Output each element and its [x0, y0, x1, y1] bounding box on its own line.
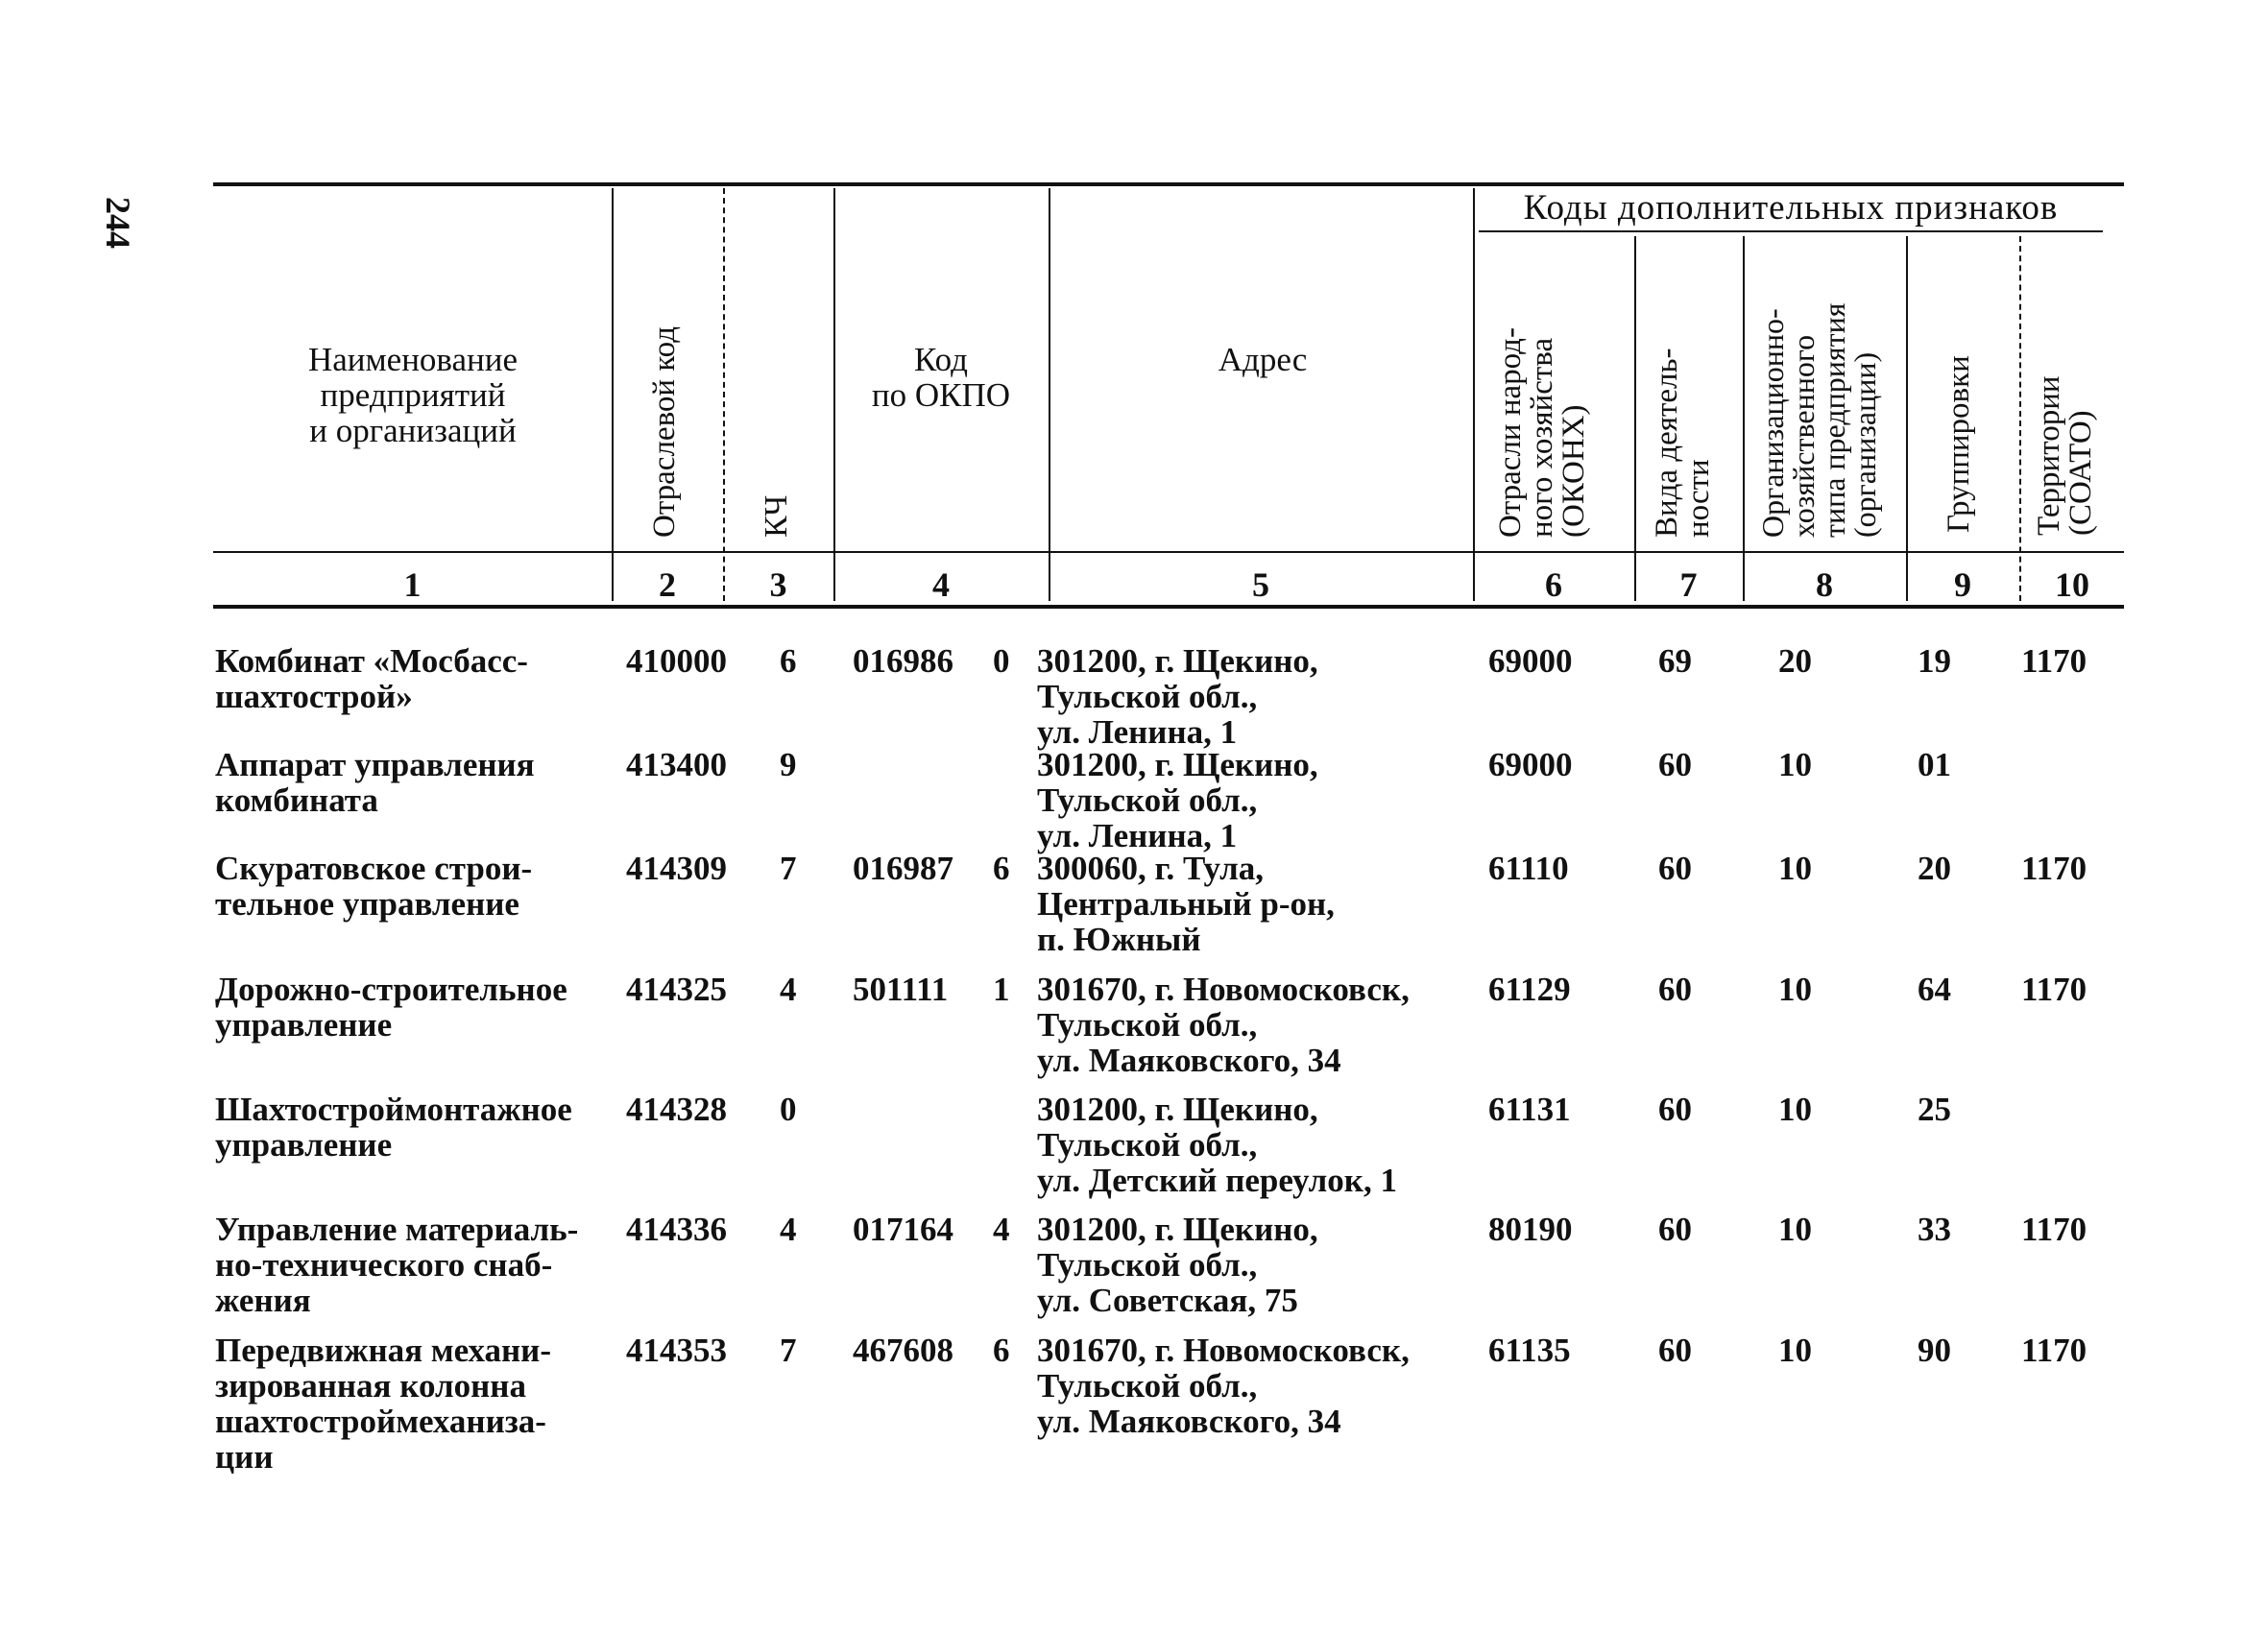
col-number-1: 1 [403, 565, 422, 604]
cell-address: 301200, г. Щекино, Тульской обл., ул. Ленина, 1 [1037, 642, 1318, 751]
header-branch-code: Отраслевой код [647, 325, 682, 538]
col-divider-3 [833, 188, 835, 601]
cell-kch: 4 [780, 971, 797, 1008]
page-number: 244 [99, 197, 137, 249]
cell-grouping: 25 [1918, 1091, 1951, 1128]
cell-territory: 1170 [2021, 1332, 2087, 1369]
cell-kch: 0 [780, 1091, 797, 1128]
header-okpo: Код по ОКПО [871, 341, 1011, 414]
cell-activity: 60 [1658, 1332, 1692, 1369]
col-number-5: 5 [1252, 565, 1269, 604]
cell-org-type: 10 [1778, 1091, 1812, 1128]
cell-grouping: 01 [1918, 746, 1951, 783]
col-number-8: 8 [1816, 565, 1833, 604]
cell-activity: 60 [1658, 850, 1692, 887]
cell-activity: 60 [1658, 746, 1692, 783]
cell-org-type: 10 [1778, 850, 1812, 887]
header-territory: Территории (СОАТО) [2032, 375, 2098, 536]
cell-grouping: 64 [1918, 971, 1951, 1008]
header-bottom-rule [213, 551, 2124, 553]
header-name: Наименование предприятий и организаций [307, 341, 519, 449]
col-divider-6 [1634, 236, 1636, 601]
cell-okonh: 61131 [1488, 1091, 1571, 1128]
cell-address: 301200, г. Щекино, Тульской обл., ул. Ленина, 1 [1037, 746, 1318, 854]
cell-grouping: 20 [1918, 850, 1951, 887]
cell-okonh: 61135 [1488, 1332, 1571, 1369]
cell-territory: 1170 [2021, 971, 2087, 1008]
cell-okpo: 467608 [853, 1332, 953, 1369]
cell-okpo-check: 1 [993, 971, 1010, 1008]
cell-org-type: 10 [1778, 971, 1812, 1008]
cell-branch-code: 414325 [626, 971, 727, 1008]
cell-address: 301670, г. Новомосковск, Тульской обл., ул. Маяковского, 34 [1037, 1332, 1410, 1440]
cell-org-type: 10 [1778, 1211, 1812, 1248]
cell-kch: 6 [780, 642, 797, 680]
super-header: Коды дополнительных признаков [1523, 188, 2059, 228]
cell-kch: 7 [780, 1332, 797, 1369]
cell-org-type: 20 [1778, 642, 1812, 680]
cell-branch-code: 413400 [626, 746, 727, 783]
cell-address: 301200, г. Щекино, Тульской обл., ул. Советская, 75 [1037, 1211, 1318, 1319]
header-org-type: Организационно- хозяйственного типа предприятия (организации) [1755, 302, 1882, 538]
cell-territory: 1170 [2021, 1211, 2087, 1248]
cell-address: 300060, г. Тула, Центральный р-он, п. Южный [1037, 850, 1335, 958]
cell-kch: 9 [780, 746, 797, 783]
cell-address: 301670, г. Новомосковск, Тульской обл., ул. Маяковского, 34 [1037, 971, 1410, 1079]
cell-okpo: 017164 [853, 1211, 953, 1248]
super-header-rule [1479, 230, 2103, 232]
cell-okonh: 61129 [1488, 971, 1571, 1008]
cell-activity: 60 [1658, 1091, 1692, 1128]
header-okonh: Отрасли народ- ного хозяйства (ОКОНХ) [1493, 327, 1591, 538]
cell-branch-code: 414328 [626, 1091, 727, 1128]
cell-grouping: 90 [1918, 1332, 1951, 1369]
header-kch: КЧ [759, 494, 794, 538]
col-divider-5 [1473, 188, 1475, 601]
cell-territory: 1170 [2021, 642, 2087, 680]
cell-name: Управление материаль- но-технического снаб- жения [215, 1211, 579, 1319]
cell-grouping: 19 [1918, 642, 1951, 680]
cell-branch-code: 410000 [626, 642, 727, 680]
col-number-9: 9 [1954, 565, 1971, 604]
cell-okpo: 016987 [853, 850, 953, 887]
header-address: Адрес [1218, 341, 1308, 378]
cell-okpo: 501111 [853, 971, 949, 1008]
cell-okpo-check: 6 [993, 850, 1010, 887]
col-number-6: 6 [1545, 565, 1562, 604]
header-grouping: Группировки [1942, 355, 1976, 533]
cell-okonh: 69000 [1488, 746, 1573, 783]
col-divider-2 [723, 188, 725, 601]
col-divider-7 [1743, 236, 1745, 601]
cell-org-type: 10 [1778, 1332, 1812, 1369]
cell-name: Передвижная механи- зированная колонна шахтостроймеханиза- ции [215, 1332, 551, 1476]
cell-address: 301200, г. Щекино, Тульской обл., ул. Детский переулок, 1 [1037, 1091, 1397, 1199]
col-number-7: 7 [1679, 565, 1698, 604]
col-number-2: 2 [659, 565, 676, 604]
cell-territory: 1170 [2021, 850, 2087, 887]
cell-okpo: 016986 [853, 642, 953, 680]
col-number-10: 10 [2055, 565, 2089, 604]
cell-activity: 69 [1658, 642, 1692, 680]
col-number-3: 3 [769, 565, 787, 604]
col-divider-1 [612, 188, 614, 601]
cell-kch: 4 [780, 1211, 797, 1248]
cell-name: Скуратовское строи- тельное управление [215, 850, 533, 923]
column-numbers-rule [213, 605, 2124, 609]
cell-okonh: 80190 [1488, 1211, 1573, 1248]
cell-okpo-check: 6 [993, 1332, 1010, 1369]
cell-name: Аппарат управления комбината [215, 746, 535, 819]
cell-okonh: 61110 [1488, 850, 1569, 887]
col-divider-9 [2019, 236, 2021, 601]
cell-name: Шахтостроймонтажное управление [215, 1091, 572, 1164]
table-top-rule [213, 182, 2124, 186]
cell-branch-code: 414353 [626, 1332, 727, 1369]
cell-org-type: 10 [1778, 746, 1812, 783]
cell-branch-code: 414336 [626, 1211, 727, 1248]
col-divider-8 [1906, 236, 1908, 601]
cell-kch: 7 [780, 850, 797, 887]
cell-activity: 60 [1658, 971, 1692, 1008]
cell-okpo-check: 4 [993, 1211, 1010, 1248]
col-divider-4 [1049, 188, 1050, 601]
cell-grouping: 33 [1918, 1211, 1951, 1248]
cell-okpo-check: 0 [993, 642, 1010, 680]
cell-name: Комбинат «Мосбасс- шахтострой» [215, 642, 528, 715]
cell-activity: 60 [1658, 1211, 1692, 1248]
header-activity: Вида деятель- ности [1650, 348, 1716, 538]
cell-name: Дорожно-строительное управление [215, 971, 567, 1044]
cell-branch-code: 414309 [626, 850, 727, 887]
cell-okonh: 69000 [1488, 642, 1573, 680]
col-number-4: 4 [932, 565, 950, 604]
